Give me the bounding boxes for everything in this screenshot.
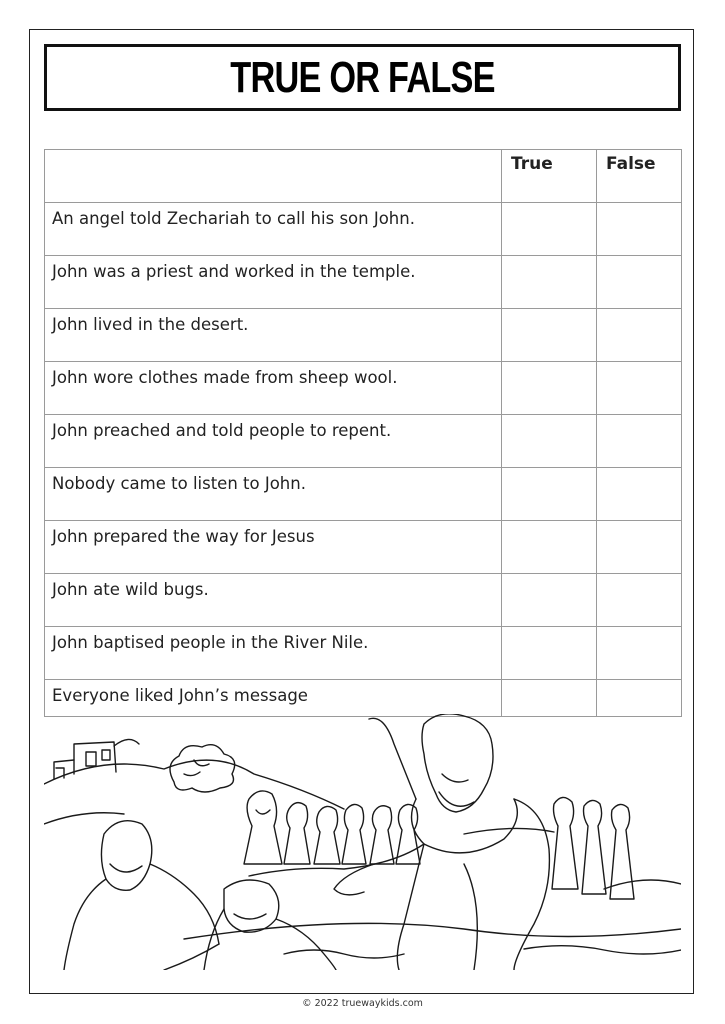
- statement-cell: Nobody came to listen to John.: [45, 468, 502, 521]
- page-title: TRUE OR FALSE: [230, 52, 495, 102]
- statement-cell: John preached and told people to repent.: [45, 415, 502, 468]
- john-baptising-crowd-illustration: [44, 714, 681, 970]
- table-row: [45, 574, 682, 627]
- false-answer-cell[interactable]: [597, 627, 682, 680]
- true-answer-cell[interactable]: [502, 627, 597, 680]
- statement-cell: John baptised people in the River Nile.: [45, 627, 502, 680]
- table-row: [45, 468, 682, 521]
- statement-header: [45, 150, 502, 203]
- table-row: [45, 627, 682, 680]
- table-row: [45, 415, 682, 468]
- copyright-footer: © 2022 truewaykids.com: [302, 998, 423, 1009]
- true-answer-cell[interactable]: [502, 468, 597, 521]
- table-row: [45, 256, 682, 309]
- true-answer-cell[interactable]: [502, 680, 597, 717]
- tree: [170, 745, 235, 792]
- table-row: [45, 680, 682, 717]
- true-false-table: [44, 149, 682, 717]
- false-header: False: [597, 150, 682, 203]
- table-row: [45, 362, 682, 415]
- title-box: [44, 44, 681, 111]
- false-answer-cell[interactable]: [597, 574, 682, 627]
- true-header: True: [502, 150, 597, 203]
- statement-cell: An angel told Zechariah to call his son John.: [45, 203, 502, 256]
- true-answer-cell[interactable]: [502, 256, 597, 309]
- true-answer-cell[interactable]: [502, 309, 597, 362]
- true-answer-cell[interactable]: [502, 362, 597, 415]
- crowd: [244, 791, 634, 899]
- statement-cell: John was a priest and worked in the temple.: [45, 256, 502, 309]
- statement-cell: John wore clothes made from sheep wool.: [45, 362, 502, 415]
- false-answer-cell[interactable]: [597, 415, 682, 468]
- statement-cell: John ate wild bugs.: [45, 574, 502, 627]
- false-answer-cell[interactable]: [597, 256, 682, 309]
- true-answer-cell[interactable]: [502, 415, 597, 468]
- true-answer-cell[interactable]: [502, 203, 597, 256]
- true-answer-cell[interactable]: [502, 521, 597, 574]
- false-answer-cell[interactable]: [597, 680, 682, 717]
- statement-cell: Everyone liked John’s message: [45, 680, 502, 717]
- village-buildings: [54, 739, 139, 779]
- statement-cell: John prepared the way for Jesus: [45, 521, 502, 574]
- false-answer-cell[interactable]: [597, 203, 682, 256]
- table-row: [45, 521, 682, 574]
- false-answer-cell[interactable]: [597, 468, 682, 521]
- false-answer-cell[interactable]: [597, 362, 682, 415]
- table-header-row: [45, 150, 682, 203]
- table-row: [45, 309, 682, 362]
- statement-cell: John lived in the desert.: [45, 309, 502, 362]
- table-row: [45, 203, 682, 256]
- kneeling-man: [64, 821, 219, 970]
- true-answer-cell[interactable]: [502, 574, 597, 627]
- false-answer-cell[interactable]: [597, 309, 682, 362]
- false-answer-cell[interactable]: [597, 521, 682, 574]
